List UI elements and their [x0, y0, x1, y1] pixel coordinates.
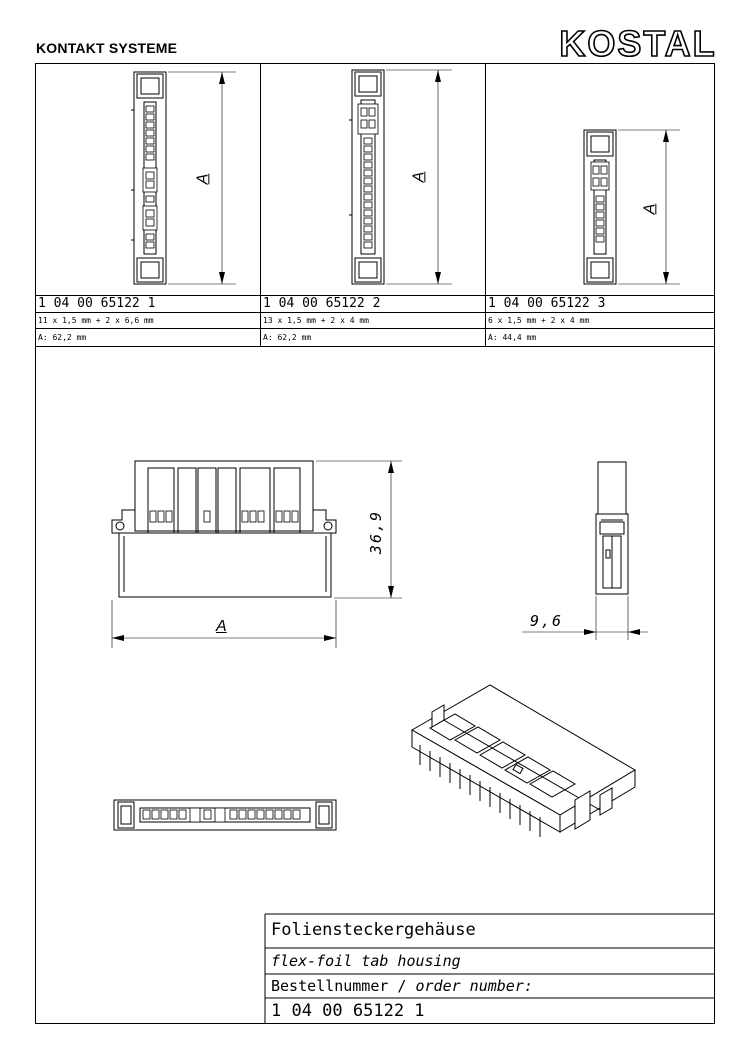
variant-3-part-number: 1 04 00 65122 3 — [488, 296, 606, 311]
side-view — [596, 462, 628, 594]
isometric-view — [412, 685, 635, 837]
height-dim-label: 36,9 — [367, 509, 386, 555]
order-label-de: Bestellnummer / — [271, 977, 416, 995]
side-width-dim-label: 9,6 — [530, 612, 564, 630]
variant-2-dimension: A: 62,2 mm — [263, 333, 312, 342]
company-division: KONTAKT SYSTEME — [36, 40, 178, 56]
variant-2-part-number: 1 04 00 65122 2 — [263, 296, 381, 311]
logo-text: KOSTAL — [559, 23, 717, 64]
variant-3-dim-label: A — [641, 203, 659, 215]
variant-1-dimension: A: 62,2 mm — [38, 333, 87, 342]
title-de: Foliensteckergehäuse — [271, 920, 476, 940]
variant-2-spec: 13 x 1,5 mm + 2 x 4 mm — [263, 316, 369, 325]
order-label-en: order number: — [415, 977, 533, 995]
variant-3-top-view — [584, 130, 616, 284]
variant-1-dim-label: A — [194, 173, 212, 185]
variant-2-dim-label: A — [410, 171, 428, 183]
variant-3-spec: 6 x 1,5 mm + 2 x 4 mm — [488, 316, 590, 325]
order-label — [271, 977, 533, 995]
variant-1-top-view — [131, 72, 166, 284]
title-en: flex-foil tab housing — [271, 952, 461, 970]
variant-2-top-view — [349, 70, 384, 284]
variant-1-part-number: 1 04 00 65122 1 — [38, 296, 156, 311]
variant-3-dimension: A: 44,4 mm — [488, 333, 537, 342]
variant-1-spec: 11 x 1,5 mm + 2 x 6,6 mm — [38, 316, 154, 325]
bottom-view — [114, 800, 336, 830]
front-view — [112, 461, 336, 597]
order-number: 1 04 00 65122 1 — [271, 1001, 425, 1021]
front-width-dim-label: A — [216, 618, 227, 635]
